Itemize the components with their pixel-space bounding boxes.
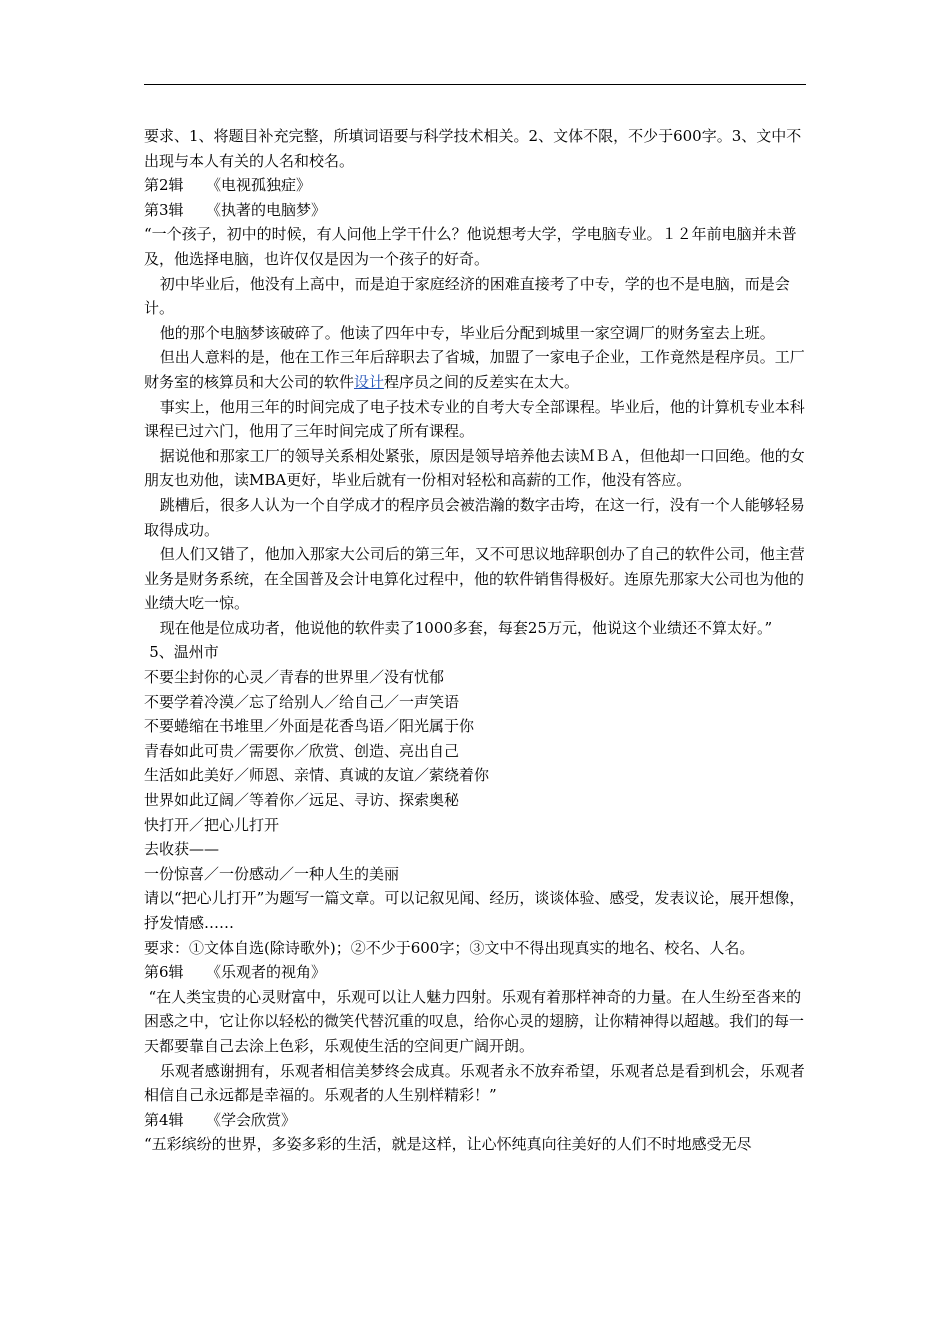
header-rule [144,84,806,85]
design-link[interactable]: 设计 [354,372,385,391]
paragraph: 现在他是位成功者，他说他的软件卖了1000多套，每套25万元，他说这个业绩还不算太好。” [159,618,773,637]
paragraph: 事实上，他用三年的时间完成了电子技术专业的自考大专全部课程。毕业后，他的计算机专业本科课程已过六门，他用了三年时间完成了所有课程。 [144,397,805,441]
poem-line: 生活如此美好／师恩、亲情、真诚的友谊／萦绕着你 [144,766,490,785]
paragraph: “在人类宝贵的心灵财富中，乐观可以让人魅力四射。乐观有着那样神奇的力量。在人生纷至沓来的困惑之中，它让你以轻松的微笑代替沉重的叹息，给你心灵的翅膀，让你精神得以超越。我们的每一天都要靠自己去涂上色彩，乐观使生活的空间更广阔开朗。 [144,987,805,1055]
section-title-3: 第3辑 《执著的电脑梦》 [144,200,327,219]
paragraph: 据说他和那家工厂的领导关系相处紧张，原因是领导培养他去读ＭＢＡ，但他却一口回绝。他的女朋友也劝他，读MBA更好，毕业后就有一份相对轻松和高薪的工作，他没有答应。 [144,446,805,490]
paragraph [144,345,808,394]
paragraph: 但人们又错了，他加入那家大公司后的第三年，又不可思议地辞职创办了自己的软件公司，他主营业务是财务系统，在全国普及会计电算化过程中，他的软件销售得极好。连原先那家大公司也为他的业绩大吃一惊。 [144,545,805,613]
document-body [144,124,808,1157]
section-title-2: 第2辑 《电视孤独症》 [144,176,312,195]
poem-line: 快打开／把心儿打开 [144,815,280,834]
paragraph: 他的那个电脑梦该破碎了。他读了四年中专，毕业后分配到城里一家空调厂的财务室去上班。 [159,323,775,342]
poem-line: 一份惊喜／一份感动／一种人生的美丽 [144,864,400,883]
poem-line: 不要蜷缩在书堆里／外面是花香鸟语／阳光属于你 [144,717,475,736]
poem-line: 不要学着冷漠／忘了给别人／给自己／一声笑语 [144,692,460,711]
section-title-6: 第6辑 《乐观者的视角》 [144,963,327,982]
writing-prompt: 请以“把心儿打开”为题写一篇文章。可以记叙见闻、经历，谈谈体验、感受，发表议论，展开想像，抒发情感…… [144,889,805,932]
paragraph: 乐观者感谢拥有，乐观者相信美梦终会成真。乐观者永不放弃希望，乐观者总是看到机会，乐观者相信自己永远都是幸福的。乐观者的人生别样精彩！” [144,1061,805,1105]
poem-line: 去收获—— [144,840,220,859]
poem-line: 不要尘封你的心灵／青春的世界里／没有忧郁 [144,668,445,687]
section-title-5: 5、温州市 [149,643,219,662]
paragraph: “五彩缤纷的世界，多姿多彩的生活，就是这样，让心怀纯真向往美好的人们不时地感受无尽 [144,1135,752,1154]
poem-line: 世界如此辽阔／等着你／远足、寻访、探索奥秘 [144,791,460,810]
paragraph: 跳槽后，很多人认为一个自学成才的程序员会被浩瀚的数字击垮，在这一行，没有一个人能够轻易取得成功。 [144,495,805,539]
paragraph-text: 但出人意料的是，他在工作三年后辞职去了省城，加盟了一家电子企业，工作竟然是程序员。工厂财务室的核算员和大公司的软件 [144,348,805,391]
paragraph: “一个孩子，初中的时候，有人问他上学干什么？他说想考大学，学电脑专业。１２年前电脑并未普及，他选择电脑，也许仅仅是因为一个孩子的好奇。 [144,225,797,268]
section-title-4: 第4辑 《学会欣赏》 [144,1110,297,1129]
paragraph-text: 程序员之间的反差实在太大。 [384,372,580,391]
paragraph: 初中毕业后，他没有上高中，而是迫于家庭经济的困难直接考了中专，学的也不是电脑，而是会计。 [144,274,790,318]
requirement-text: 要求、1、将题目补充完整，所填词语要与科学技术相关。2、文体不限，不少于600字。3、文中不出现与本人有关的人名和校名。 [144,127,802,170]
poem-line: 青春如此可贵／需要你／欣赏、创造、亮出自己 [144,741,460,760]
requirement-text: 要求：①文体自选(除诗歌外)；②不少于600字；③文中不得出现真实的地名、校名、人名。 [144,938,755,957]
